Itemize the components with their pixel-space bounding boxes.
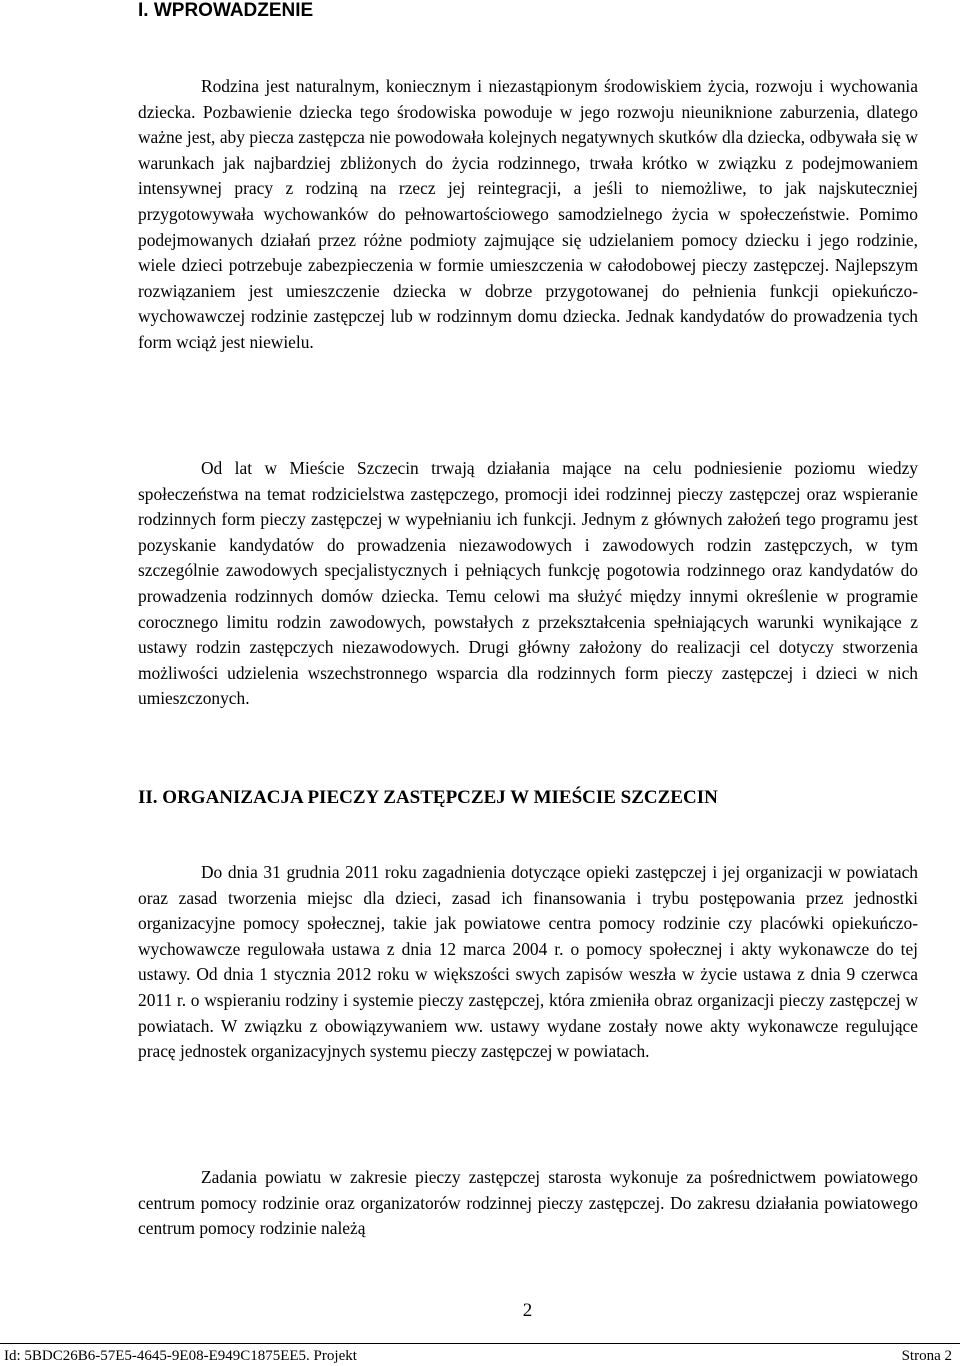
paragraph-text: Rodzina jest naturalnym, koniecznym i niezastąpionym środowiskiem życia, rozwoju i wychowania dziecka. Pozbawienie dziecka tego środowiska powoduje w jego rozwoju nieuniknione zaburzenia, dlatego ważne jest, aby piecza zastępcza nie powodowała kolejnych negatywnych skutków dla dziecka, odbywała się w warunkach jak najbardziej zbliżonych do życia rodzinnego, trwała krótko w związku z podejmowaniem intensywnej pracy z rodziną na rzecz jej reintegracji, a jeśli to niemożliwe, to jak najskuteczniej przygotowywała wychowanków do pełnowartościowego samodzielnego życia w społeczeństwie. Pomimo podejmowanych działań przez różne podmioty zajmujące się udzielaniem pomocy dziecku i jego rodzinie, wiele dzieci potrzebuje zabezpieczenia w formie umieszczenia w całodobowej pieczy zastępczej. Najlepszym rozwiązaniem jest umieszczenie dziecka w dobrze przygotowanej do pełnienia funkcji opiekuńczo-wychowawczej rodzinie zastępczej lub w rodzinnym domu dziecka. Jednak kandydatów do prowadzenia tych form wciąż jest niewielu. [138, 76, 918, 352]
footer-page-label: Strona 2 [901, 1348, 952, 1364]
footer-document-id: Id: 5BDC26B6-57E5-4645-9E08-E949C1875EE5. Projekt [4, 1348, 357, 1364]
paragraph-text: Do dnia 31 grudnia 2011 roku zagadnienia dotyczące opieki zastępczej i jej organizacji w powiatach oraz zasad tworzenia miejsc dla dzieci, zasad ich finansowania i trybu postępowania przez jednostki organizacyjne pomocy społecznej, takie jak powiatowe centra pomocy rodzinie czy placówki opiekuńczo-wychowawcze regulowała ustawa z dnia 12 marca 2004 r. o pomocy społecznej i akty wykonawcze do tej ustawy. Od dnia 1 stycznia 2012 roku w większości swych zapisów weszła w życie ustawa z dnia 9 czerwca 2011 r. o wspieraniu rodziny i systemie pieczy zastępczej, która zmieniła obraz organizacji pieczy zastępczej w powiatach. W związku z obowiązywaniem ww. ustawy wydane zostały nowe akty wykonawcze regulujące pracę jednostek organizacyjnych systemu pieczy zastępczej w powiatach. [138, 862, 918, 1062]
paragraph-introduction-2 [138, 456, 918, 712]
paragraph-introduction-1 [138, 74, 918, 356]
section-heading-introduction: I. WPROWADZENIE [138, 0, 314, 21]
paragraph-text: Od lat w Mieście Szczecin trwają działania mające na celu podniesienie poziomu wiedzy społeczeństwa na temat rodzicielstwa zastępczego, promocji idei rodzinnej pieczy zastępczej oraz wspieranie rodzinnych form pieczy zastępczej w wypełnianiu ich funkcji. Jednym z głównych założeń tego programu jest pozyskanie kandydatów do prowadzenia niezawodowych i zawodowych rodzin zastępczych, w tym szczególnie zawodowych specjalistycznych i pełniących funkcję pogotowia rodzinnego oraz kandydatów do prowadzenia rodzinnych domów dziecka. Temu celowi ma służyć między innymi określenie w programie corocznego limitu rodzin zawodowych, powstałych z przekształcenia spełniających warunki wynikające z ustawy rodzin zastępczych niezawodowych. Drugi główny założony do realizacji cel dotyczy stworzenia możliwości udzielenia wszechstronnego wsparcia dla rodzinnych form pieczy zastępczej i dzieci w nich umieszczonych. [138, 458, 918, 709]
page-number: 2 [522, 1300, 533, 1321]
paragraph-text: Zadania powiatu w zakresie pieczy zastępczej starosta wykonuje za pośrednictwem powiatowego centrum pomocy rodzinie oraz organizatorów rodzinnej pieczy zastępczej. Do zakresu działania powiatowego centrum pomocy rodzinie należą [138, 1167, 918, 1239]
section-heading-organization: II. ORGANIZACJA PIECZY ZASTĘPCZEJ W MIEŚCIE SZCZECIN [138, 787, 718, 808]
paragraph-organization-2 [138, 1165, 918, 1242]
paragraph-organization-1 [138, 860, 918, 1065]
footer-divider [0, 1343, 960, 1344]
